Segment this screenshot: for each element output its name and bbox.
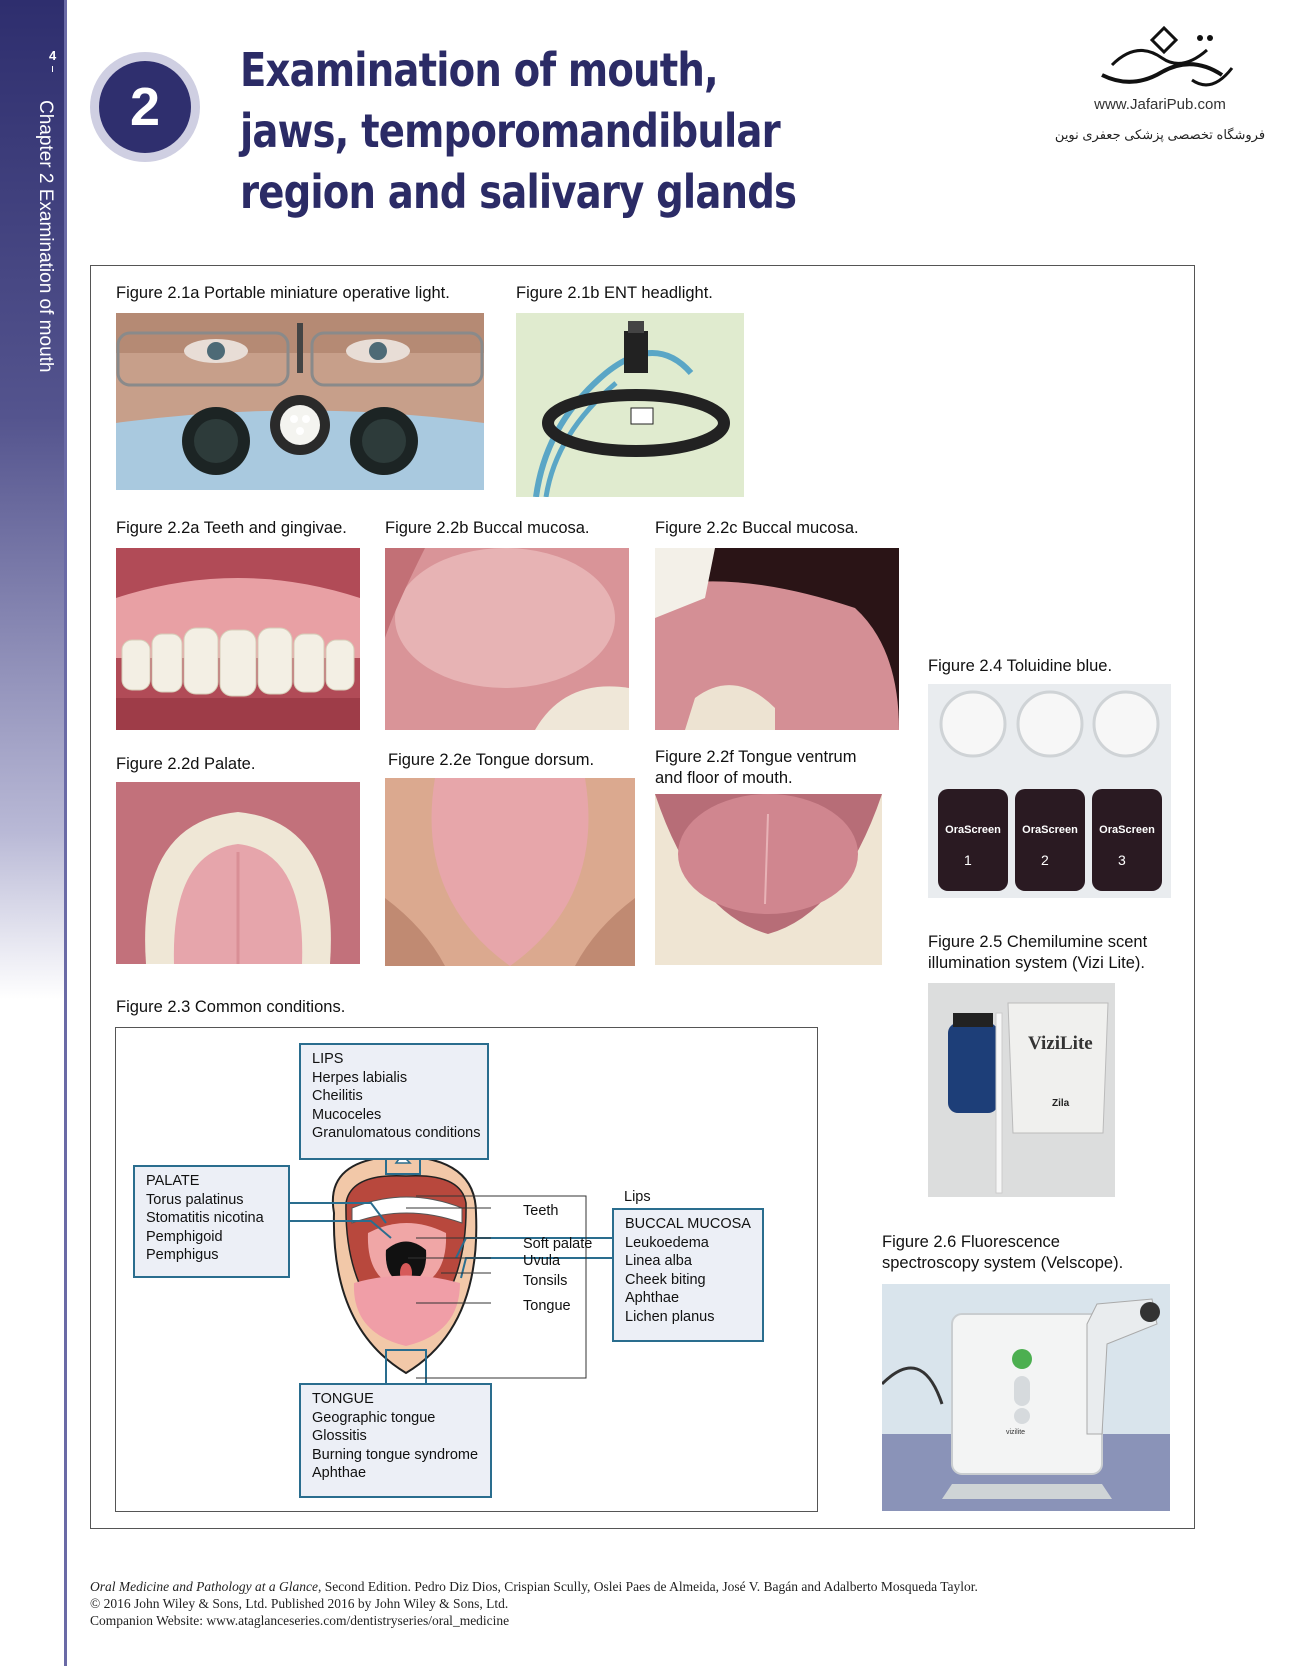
caption-fig-2-2f: [655, 747, 856, 789]
photo-velscope: [882, 1284, 1170, 1511]
bottle-number-3: 3: [1118, 852, 1126, 868]
buccal-mucosa-conditions-box: [612, 1208, 764, 1342]
photo-palate: [116, 782, 360, 964]
publisher-url: www.JafariPub.com: [1094, 96, 1226, 113]
bottle-number-2: 2: [1041, 852, 1049, 868]
buccal-item: Linea alba: [625, 1253, 692, 1269]
photo-ent-headlight: [516, 313, 744, 497]
caption-fig-2-2d: Figure 2.2d Palate.: [116, 755, 256, 773]
photo-teeth-gingivae: [116, 548, 360, 730]
caption-fig-2-2f-line2: and floor of mouth.: [655, 769, 793, 787]
label-soft-palate: Soft palate: [523, 1236, 593, 1252]
photo-toluidine-blue: [928, 684, 1171, 898]
publisher-logo-icon: [1082, 20, 1242, 100]
palate-item: Stomatitis nicotina: [146, 1210, 264, 1226]
caption-fig-2-1b: Figure 2.1b ENT headlight.: [516, 284, 713, 302]
caption-fig-2-5-line2: illumination system (Vizi Lite).: [928, 954, 1146, 972]
palate-item: Torus palatinus: [146, 1191, 244, 1208]
footer-website: Companion Website: www.ataglanceseries.com/dentistryseries/oral_medicine: [90, 1613, 510, 1628]
buccal-item: Aphthae: [625, 1290, 680, 1306]
caption-fig-2-6: [882, 1232, 1123, 1274]
bottle-label-1: OraScreen: [945, 824, 1001, 836]
sidebar-rule: [64, 0, 67, 1666]
tongue-item: Glossitis: [312, 1428, 367, 1444]
vizilite-brand: ViziLite: [1028, 1033, 1093, 1054]
page-footer: [90, 1578, 978, 1629]
palate-item: Pemphigus: [146, 1247, 219, 1263]
caption-fig-2-5-line1: Figure 2.5 Chemilumine scent: [928, 933, 1148, 951]
buccal-item: Lichen planus: [625, 1308, 715, 1325]
chapter-title: Examination of mouth, jaws, temporomandibular region and salivary glands: [240, 43, 797, 219]
photo-tongue-ventrum: [655, 794, 882, 965]
photo-buccal-mucosa-1: [385, 548, 629, 730]
label-lips: Lips: [624, 1189, 651, 1205]
caption-fig-2-5: [928, 932, 1147, 974]
page-number-dash: [52, 66, 53, 72]
photo-tongue-dorsum: [385, 778, 635, 966]
running-header: Chapter 2 Examination of mouth: [35, 100, 56, 373]
label-teeth: Teeth: [523, 1203, 559, 1219]
buccal-item: Leukoedema: [625, 1234, 709, 1251]
palate-item: Pemphigoid: [146, 1228, 223, 1245]
buccal-item: Cheek biting: [625, 1271, 706, 1288]
palate-conditions-box: [133, 1165, 290, 1278]
footer-copyright: © 2016 John Wiley & Sons, Ltd. Published 2016 by John Wiley & Sons, Ltd.: [90, 1596, 509, 1611]
publisher-name: فروشگاه تخصصی پزشکی جعفری نوین: [1054, 127, 1266, 142]
caption-fig-2-2a: Figure 2.2a Teeth and gingivae.: [116, 519, 347, 537]
label-tongue: Tongue: [523, 1298, 571, 1314]
tongue-conditions-box: [299, 1383, 492, 1498]
lips-item: Mucoceles: [312, 1106, 382, 1123]
caption-fig-2-6-line1: Figure 2.6 Fluorescence: [882, 1233, 1060, 1251]
caption-fig-2-4: Figure 2.4 Toluidine blue.: [928, 657, 1113, 675]
label-uvula: Uvula: [523, 1253, 561, 1269]
bottle-label-2: OraScreen: [1022, 824, 1078, 836]
label-tonsils: Tonsils: [523, 1273, 568, 1289]
caption-fig-2-2c: Figure 2.2c Buccal mucosa.: [655, 519, 859, 537]
caption-fig-2-2f-line1: Figure 2.2f Tongue ventrum: [655, 748, 857, 766]
common-conditions-diagram: [115, 1027, 818, 1512]
caption-fig-2-1a: Figure 2.1a Portable miniature operative light.: [116, 284, 450, 302]
footer-book-title: Oral Medicine and Pathology at a Glance: [90, 1579, 318, 1594]
bottle-label-3: OraScreen: [1099, 824, 1155, 836]
lips-item: Cheilitis: [312, 1088, 363, 1104]
photo-vizilite: [928, 983, 1115, 1197]
lips-item: Herpes labialis: [312, 1069, 408, 1086]
palate-box-title: PALATE: [146, 1173, 200, 1189]
buccal-box-title: BUCCAL MUCOSA: [625, 1216, 751, 1232]
photo-buccal-mucosa-2: [655, 548, 899, 730]
tongue-box-title: TONGUE: [312, 1391, 374, 1407]
tongue-item: Burning tongue syndrome: [312, 1446, 479, 1463]
zila-brand: Zila: [1052, 1098, 1070, 1109]
tongue-item: Geographic tongue: [312, 1409, 436, 1426]
chapter-number: 2: [99, 61, 191, 153]
caption-fig-2-2e: Figure 2.2e Tongue dorsum.: [388, 751, 595, 769]
caption-fig-2-2b: Figure 2.2b Buccal mucosa.: [385, 519, 590, 537]
caption-fig-2-3: Figure 2.3 Common conditions.: [116, 998, 346, 1016]
bottle-number-1: 1: [964, 852, 972, 868]
lips-item: Granulomatous conditions: [312, 1125, 481, 1141]
lips-box-title: LIPS: [312, 1051, 344, 1067]
footer-authors: , Second Edition. Pedro Diz Dios, Crispian Scully, Oslei Paes de Almeida, José V. Bagán and Adalberto Mosqueda Taylor.: [317, 1579, 978, 1594]
page-number: 4: [49, 48, 57, 63]
velscope-brand: vizilite: [1006, 1429, 1026, 1436]
photo-operative-light: [116, 313, 484, 490]
caption-fig-2-6-line2: spectroscopy system (Velscope).: [882, 1254, 1124, 1272]
tongue-item: Aphthae: [312, 1465, 367, 1481]
footer-citation: [90, 1578, 978, 1595]
lips-conditions-box: [299, 1043, 489, 1160]
